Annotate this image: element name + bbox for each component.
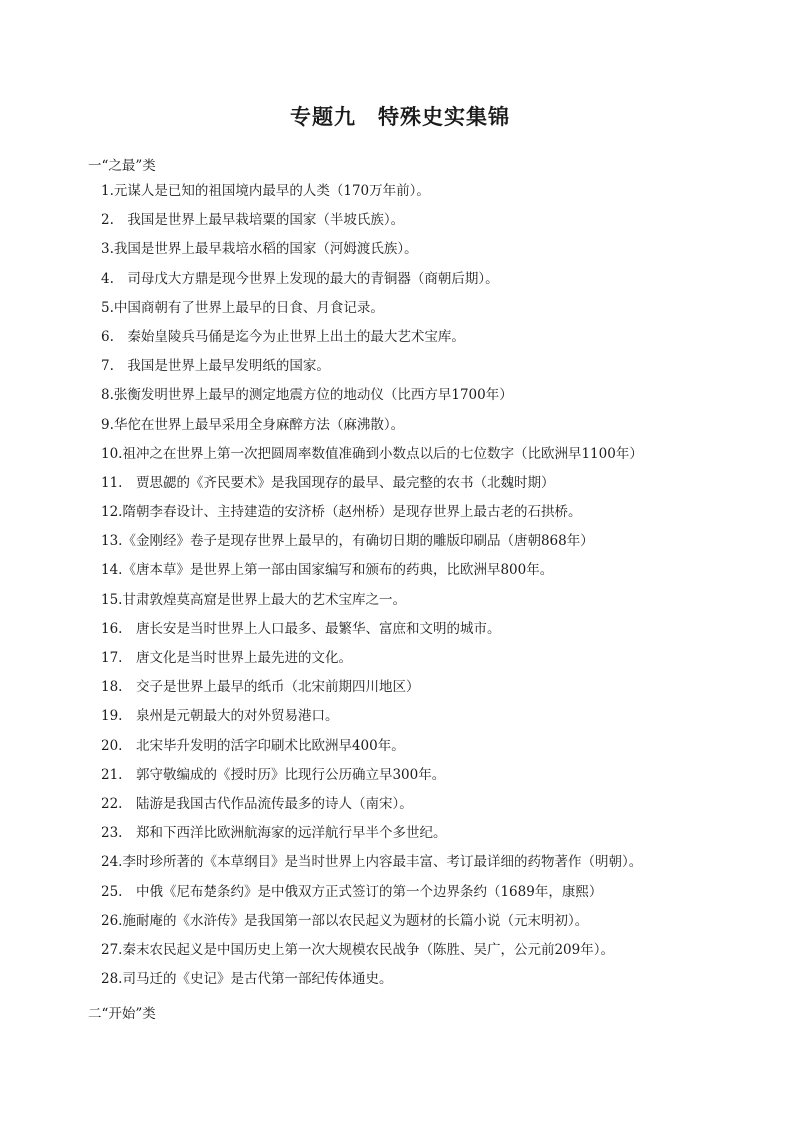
list-item: 1.元谋人是已知的祖国境内最早的人类（170万年前）。 xyxy=(101,183,430,199)
list-item: 11. 贾思勰的《齐民要术》是我国现存的最早、最完整的农书（北魏时期） xyxy=(101,474,555,491)
section-heading-beginnings: 二“开始”类 xyxy=(88,1006,156,1022)
list-item: 4. 司母戊大方鼎是现今世界上发现的最大的青铜器（商朝后期）。 xyxy=(101,270,499,287)
list-item: 5.中国商朝有了世界上最早的日食、月食记录。 xyxy=(101,299,384,316)
list-item: 24.李时珍所著的《本草纲目》是当时世界上内容最丰富、考订最详细的药物著作（明朝）。 xyxy=(101,854,643,871)
list-item: 23. 郑和下西洋比欧洲航海家的远洋航行早半个多世纪。 xyxy=(101,825,447,842)
list-item: 12.隋朝李春设计、主持建造的安济桥（赵州桥）是现存世界上最古老的石拱桥。 xyxy=(101,504,582,521)
list-item: 8.张衡发明世界上最早的测定地震方位的地动仪（比西方早1700年） xyxy=(101,387,513,404)
list-item: 9.华佗在世界上最早采用全身麻醉方法（麻沸散）。 xyxy=(101,416,405,433)
list-item: 21. 郭守敬编成的《授时历》比现行公历确立早300年。 xyxy=(101,766,446,783)
list-item: 20. 北宋毕升发明的活字印刷术比欧洲早400年。 xyxy=(101,737,405,754)
list-item: 22. 陆游是我国古代作品流传最多的诗人（南宋）。 xyxy=(101,795,413,812)
list-item: 13.《金刚经》卷子是现存世界上最早的，有确切日期的雕版印刷品（唐朝868年） xyxy=(101,533,594,550)
list-item: 10.祖冲之在世界上第一次把圆周率数值准确到小数点以后的七位数字（比欧洲早1100年） xyxy=(101,445,643,462)
list-item: 25. 中俄《尼布楚条约》是中俄双方正式签订的第一个边界条约（1689年，康熙） xyxy=(101,883,603,900)
list-item: 26.施耐庵的《水浒传》是我国第一部以农民起义为题材的长篇小说（元末明初）。 xyxy=(101,912,589,929)
superlatives-list xyxy=(0,177,800,994)
list-item: 18. 交子是世界上最早的纸币（北宋前期四川地区） xyxy=(101,679,420,696)
list-item: 16. 唐长安是当时世界上人口最多、最繁华、富庶和文明的城市。 xyxy=(101,620,501,637)
page-title: 专题九 特殊史实集锦 xyxy=(290,105,510,129)
list-item: 27.秦末农民起义是中国历史上第一次大规模农民战争（陈胜、吴广，公元前209年）。 xyxy=(101,941,614,958)
list-item: 15.甘肃敦煌莫高窟是世界上最大的艺术宝库之一。 xyxy=(101,591,406,608)
list-item: 19. 泉州是元朝最大的对外贸易港口。 xyxy=(101,708,339,725)
list-item: 3.我国是世界上最早栽培水稻的国家（河姆渡氏族）。 xyxy=(101,241,418,258)
list-item: 28.司马迁的《史记》是古代第一部纪传体通史。 xyxy=(101,971,393,988)
list-item: 6. 秦始皇陵兵马俑是迄今为止世界上出土的最大艺术宝库。 xyxy=(101,328,465,345)
section-heading-superlatives: 一“之最”类 xyxy=(88,158,156,174)
list-item: 7. 我国是世界上最早发明纸的国家。 xyxy=(101,358,330,375)
list-item: 17. 唐文化是当时世界上最先进的文化。 xyxy=(101,650,352,666)
list-item: 2. 我国是世界上最早栽培粟的国家（半坡氏族）。 xyxy=(101,212,405,229)
list-item: 14.《唐本草》是世界上第一部由国家编写和颁布的药典，比欧洲早800年。 xyxy=(101,562,554,579)
